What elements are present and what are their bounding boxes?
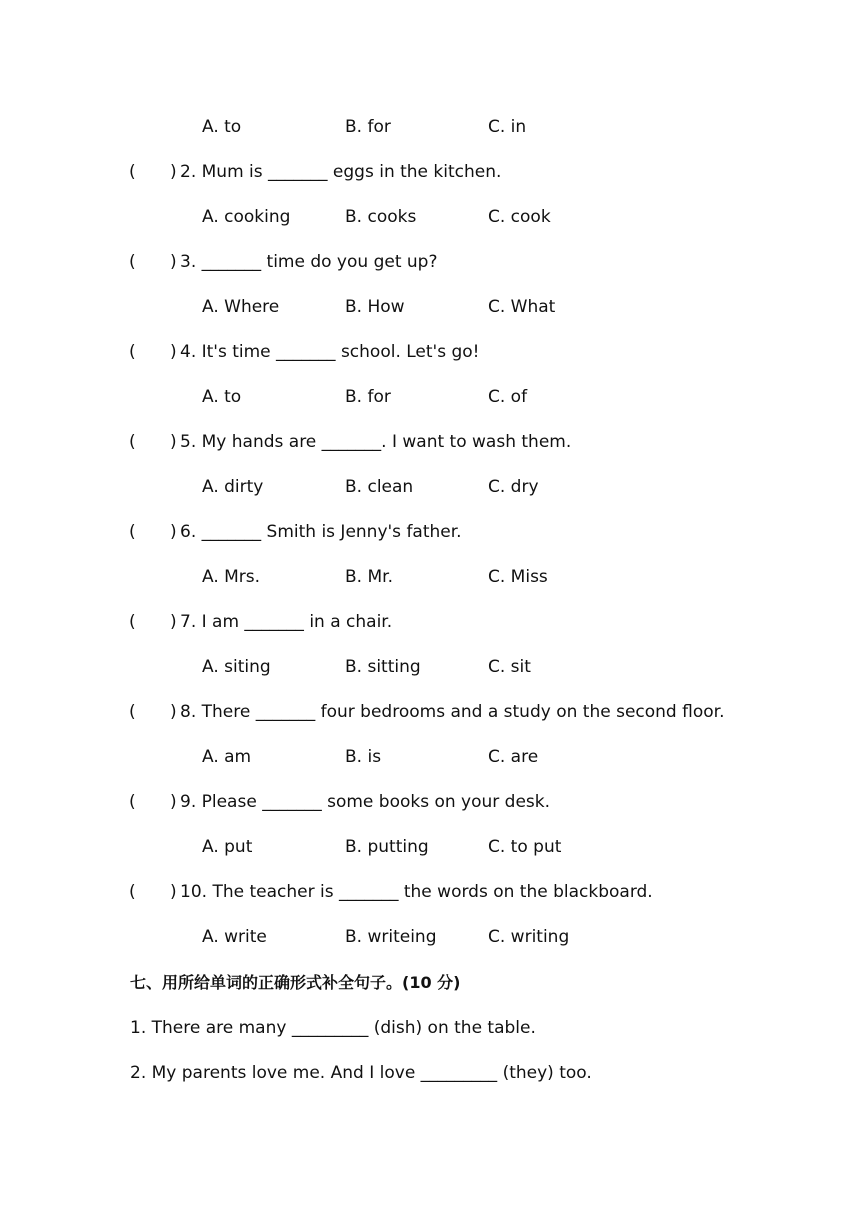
q9-options [0,834,860,860]
answer-paren-open: ( [129,882,136,902]
q5-option-b: B. clean [345,477,414,497]
q6-text: 6. _______ Smith is Jenny's father. [180,522,462,542]
q3-option-b: B. How [345,297,405,317]
q5-option-c: C. dry [488,477,539,497]
q1-option-c: C. in [488,117,527,137]
q2-option-b: B. cooks [345,207,417,227]
q8-stem [0,699,860,725]
q6-option-c: C. Miss [488,567,548,587]
q10-option-b: B. writeing [345,927,437,947]
q9-option-c: C. to put [488,837,562,857]
q3-option-a: A. Where [202,297,280,317]
q3-stem [0,249,860,275]
answer-paren-close: ) [170,612,177,632]
answer-paren-close: ) [170,252,177,272]
q5-option-a: A. dirty [202,477,264,497]
q2-text: 2. Mum is _______ eggs in the kitchen. [180,162,502,182]
q7-option-a: A. siting [202,657,271,677]
q5-text: 5. My hands are _______. I want to wash them. [180,432,572,452]
q3-text: 3. _______ time do you get up? [180,252,438,272]
q2-option-a: A. cooking [202,207,291,227]
answer-paren-open: ( [129,252,136,272]
answer-paren-close: ) [170,882,177,902]
q10-stem [0,879,860,905]
q2-stem [0,159,860,185]
q7-option-c: C. sit [488,657,531,677]
answer-paren-close: ) [170,342,177,362]
answer-paren-open: ( [129,612,136,632]
q10-option-c: C. writing [488,927,570,947]
q1-option-a: A. to [202,117,242,137]
fill-item-1 [0,1015,860,1041]
q6-stem [0,519,860,545]
q7-stem [0,609,860,635]
q6-option-b: B. Mr. [345,567,393,587]
answer-paren-close: ) [170,162,177,182]
answer-paren-close: ) [170,432,177,452]
q8-option-b: B. is [345,747,382,767]
q7-options [0,654,860,680]
q3-options [0,294,860,320]
q4-option-b: B. for [345,387,391,407]
fill-item-2-text: 2. My parents love me. And I love _________ (they) too. [130,1063,592,1083]
answer-paren-close: ) [170,792,177,812]
q4-option-c: C. of [488,387,528,407]
fill-item-2 [0,1060,860,1086]
q6-option-a: A. Mrs. [202,567,261,587]
answer-paren-close: ) [170,522,177,542]
answer-paren-open: ( [129,432,136,452]
q3-option-c: C. What [488,297,556,317]
answer-paren-open: ( [129,702,136,722]
q1-options [0,114,860,140]
q9-stem [0,789,860,815]
q2-options [0,204,860,230]
q1-option-b: B. for [345,117,391,137]
section-7-heading: 七、用所给单词的正确形式补全句子。(10 分) [130,973,461,992]
answer-paren-open: ( [129,522,136,542]
q10-option-a: A. write [202,927,267,947]
q10-text: 10. The teacher is _______ the words on the blackboard. [180,882,653,902]
answer-paren-open: ( [129,792,136,812]
q8-text: 8. There _______ four bedrooms and a study on the second floor. [180,702,725,722]
q8-option-a: A. am [202,747,252,767]
q7-text: 7. I am _______ in a chair. [180,612,393,632]
section-7-heading-line [0,970,860,996]
q4-option-a: A. to [202,387,242,407]
q6-options [0,564,860,590]
q4-options [0,384,860,410]
q5-options [0,474,860,500]
q10-options [0,924,860,950]
fill-item-1-text: 1. There are many _________ (dish) on the table. [130,1018,536,1038]
q8-option-c: C. are [488,747,539,767]
q2-option-c: C. cook [488,207,551,227]
q9-text: 9. Please _______ some books on your desk. [180,792,551,812]
q9-option-b: B. putting [345,837,429,857]
q4-text: 4. It's time _______ school. Let's go! [180,342,480,362]
answer-paren-open: ( [129,162,136,182]
answer-paren-open: ( [129,342,136,362]
q5-stem [0,429,860,455]
q9-option-a: A. put [202,837,253,857]
q4-stem [0,339,860,365]
answer-paren-close: ) [170,702,177,722]
q7-option-b: B. sitting [345,657,421,677]
q8-options [0,744,860,770]
